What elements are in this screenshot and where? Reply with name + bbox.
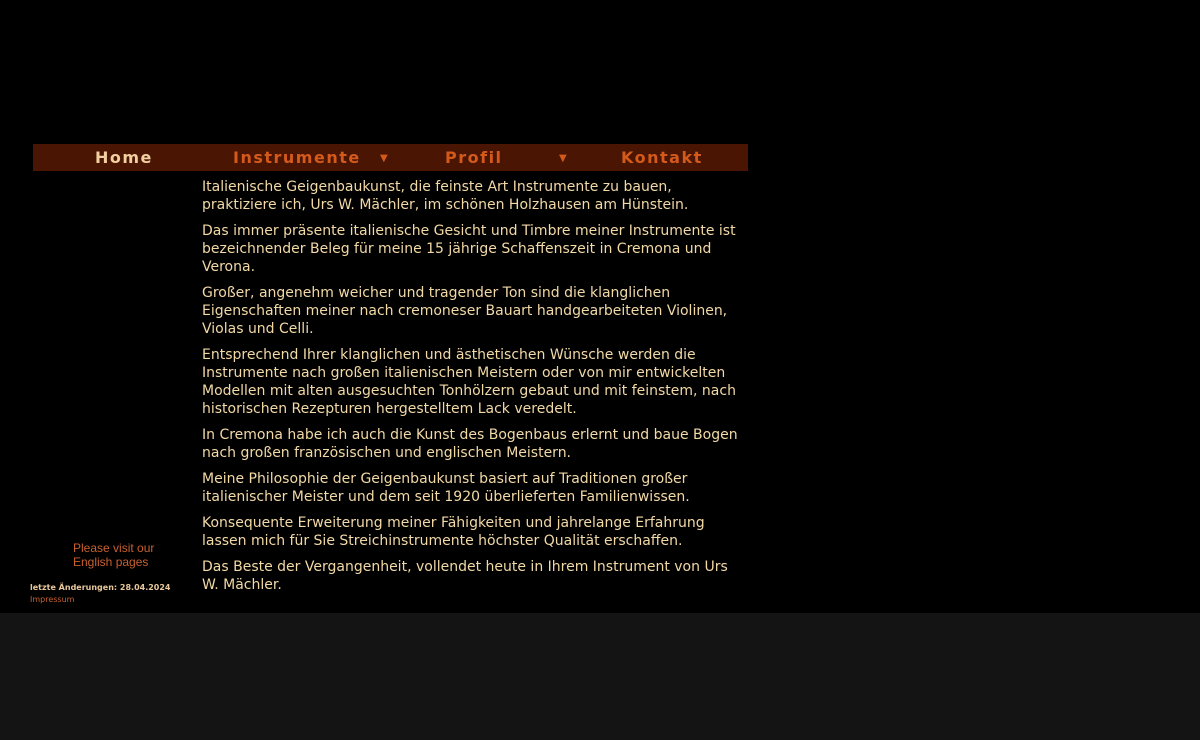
main-navigation xyxy=(33,144,748,171)
content-paragraph: Italienische Geigenbaukunst, die feinste Art Instrumente zu bauen, praktiziere ich, Urs W. Mächler, im schönen Holzhausen am Hünstein. xyxy=(202,179,689,213)
content-paragraph: Das immer präsente italienische Gesicht und Timbre meiner Instrumente ist bezeichnender Beleg für meine 15 jährige Schaffenszeit in Cremona und Verona. xyxy=(202,223,736,275)
nav-home[interactable]: Home xyxy=(95,148,153,167)
profil-dropdown-arrow-icon[interactable]: ▼ xyxy=(559,153,567,164)
content-paragraph: In Cremona habe ich auch die Kunst des Bogenbaus erlernt und baue Bogen nach großen französischen und englischen Meistern. xyxy=(202,427,738,461)
content-paragraph: Großer, angenehm weicher und tragender Ton sind die klanglichen Eigenschaften meiner nach cremoneser Bauart handgearbeiteten Violinen, Violas und Celli. xyxy=(202,285,728,337)
content-paragraph: Konsequente Erweiterung meiner Fähigkeiten und jahrelange Erfahrung lassen mich für Sie Streichinstrumente höchster Qualität erschaffen. xyxy=(202,515,705,549)
content-paragraph: Das Beste der Vergangenheit, vollendet heute in Ihrem Instrument von Urs W. Mächler. xyxy=(202,559,728,593)
nav-instrumente[interactable]: Instrumente xyxy=(233,148,361,167)
english-link-line-2: English pages xyxy=(73,555,149,569)
english-pages-link[interactable] xyxy=(73,541,183,569)
main-content xyxy=(202,178,747,602)
nav-profil[interactable]: Profil xyxy=(445,148,503,167)
content-paragraph: Entsprechend Ihrer klanglichen und ästhetischen Wünsche werden die Instrumente nach großen italienischen Meistern oder von mir entwickelten Modellen mit alten ausgesuchten Tonhölzern gebaut und mit feinstem, nach historischen Rezepturen hergestelltem Lack veredelt. xyxy=(202,347,736,417)
nav-kontakt[interactable]: Kontakt xyxy=(621,148,703,167)
english-link-line-1: Please visit our xyxy=(73,541,155,555)
content-paragraph: Meine Philosophie der Geigenbaukunst basiert auf Traditionen großer italienischer Meister und dem seit 1920 überlieferten Familienwissen. xyxy=(202,471,690,505)
impressum-link[interactable]: Impressum xyxy=(30,595,75,604)
last-changed-date: letzte Änderungen: 28.04.2024 xyxy=(30,583,171,592)
instrumente-dropdown-arrow-icon[interactable]: ▼ xyxy=(380,153,388,164)
